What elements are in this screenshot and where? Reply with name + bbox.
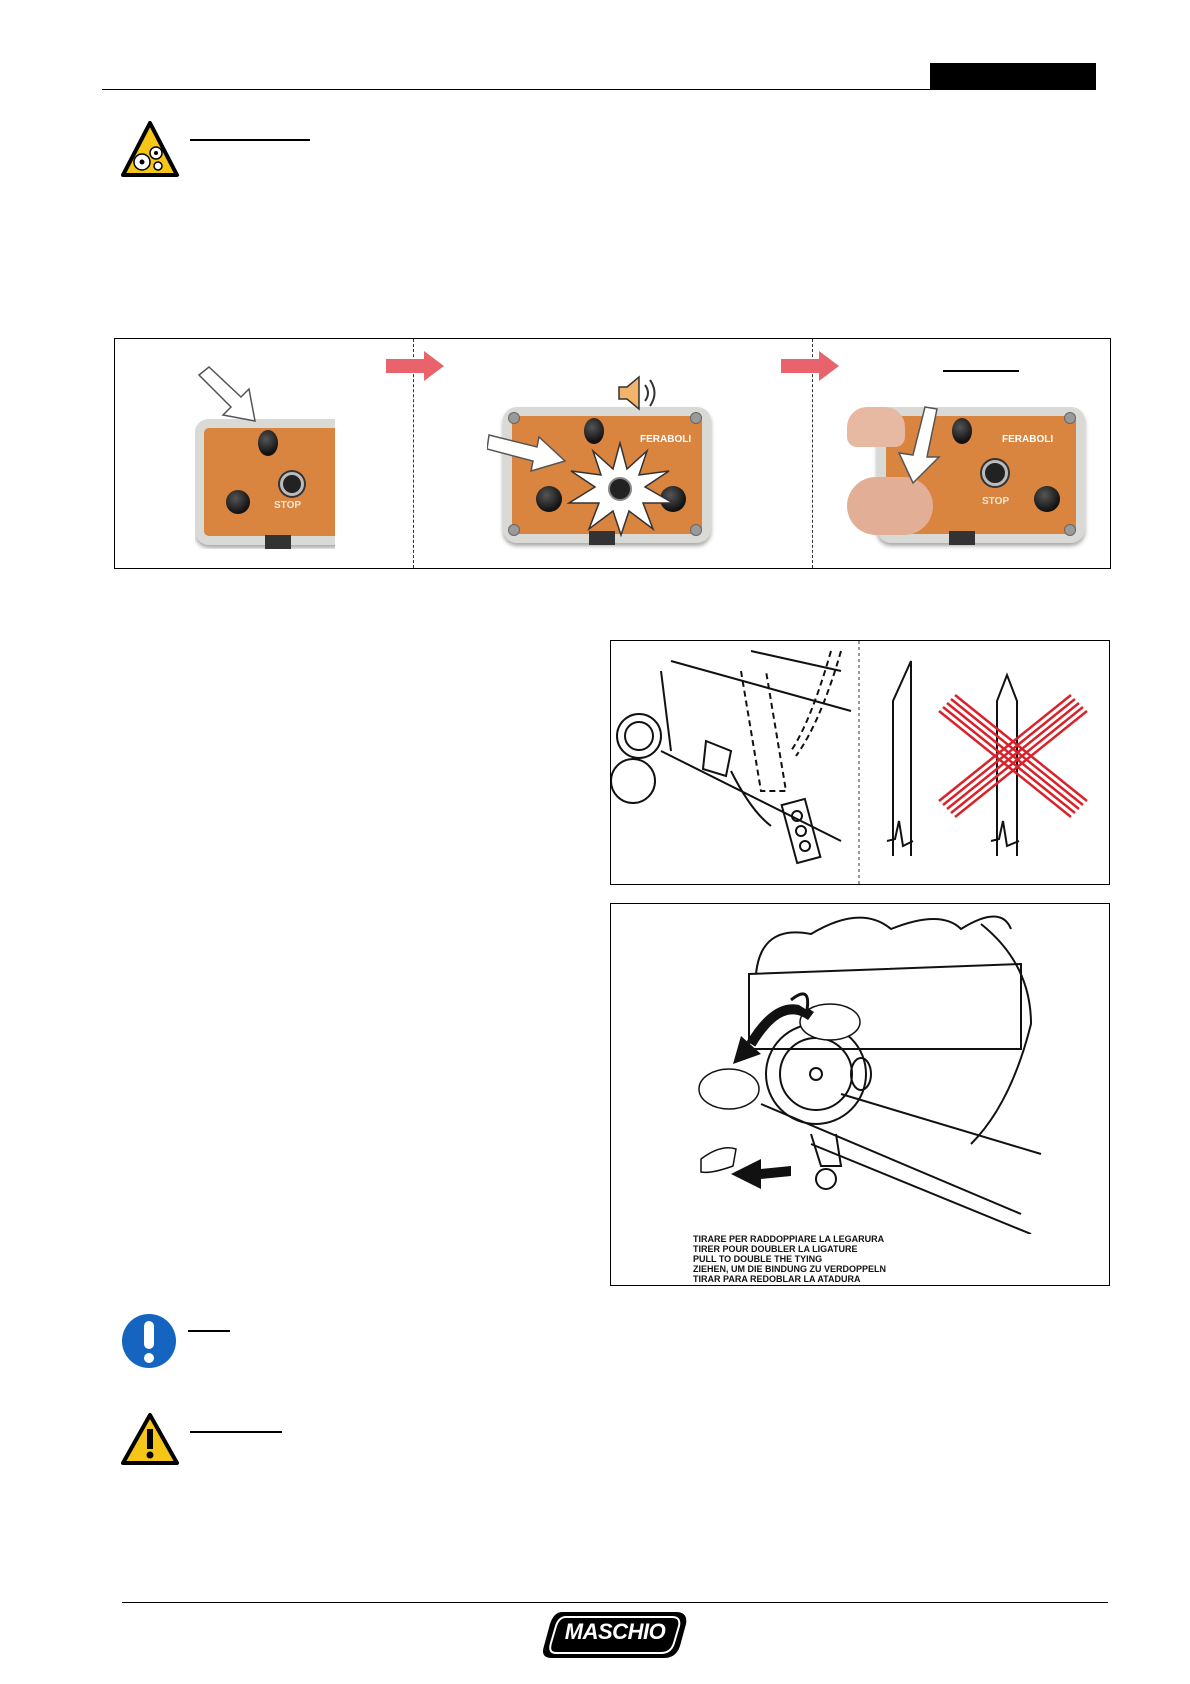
- caption-line-it: TIRARE PER RADDOPPIARE LA LEGARURA: [693, 1234, 885, 1244]
- control-box-photo-1: [195, 419, 335, 549]
- control-box-photo-3: [847, 407, 1107, 557]
- header-tab: [930, 63, 1096, 90]
- caption-line-en: PULL TO DOUBLE THE TYING: [693, 1254, 823, 1264]
- control-box-sequence-figure: [114, 338, 1111, 569]
- pointer-arrow-2: [487, 431, 567, 480]
- brand-label-2: FERABOLI: [1002, 434, 1054, 445]
- maschio-logo: [540, 1610, 690, 1660]
- exclamation-info-icon: [120, 1312, 178, 1370]
- caution-heading-underline: [190, 1431, 282, 1433]
- gear-hazard-icon: [120, 120, 180, 178]
- correct-knife-icon: [887, 661, 913, 856]
- speaker-sound-icon: [617, 373, 663, 418]
- logo-text: MASCHIO: [564, 1619, 666, 1644]
- wrong-cross-icon: [939, 695, 1087, 817]
- flow-arrow-2: [781, 351, 841, 386]
- caution-triangle-icon: [120, 1412, 180, 1466]
- caption-line-es: TIRAR PARA REDOBLAR LA ATADURA: [693, 1274, 861, 1284]
- flow-arrow-1: [386, 351, 446, 386]
- warning-heading-underline: [190, 139, 310, 141]
- alarm-burst-icon: [565, 441, 675, 542]
- footer-rule: [122, 1602, 1108, 1603]
- tying-caption: [693, 1234, 886, 1284]
- info-heading-underline: [188, 1330, 230, 1332]
- hand-icon: [701, 1148, 736, 1173]
- knife-diagram-figure: [610, 640, 1110, 885]
- caption-line-de: ZIEHEN, UM DIE BINDUNG ZU VERDOPPELN: [693, 1264, 887, 1274]
- pointer-arrow-1: [197, 365, 267, 430]
- caption-line-fr: TIRER POUR DOUBLER LA LIGATURE: [693, 1244, 858, 1254]
- stop-label: STOP: [274, 500, 302, 511]
- double-tying-figure: [610, 903, 1110, 1286]
- pointer-arrow-3: [895, 405, 945, 490]
- stop-label-2: STOP: [982, 496, 1010, 507]
- brand-label: FERABOLI: [640, 434, 692, 445]
- step3-heading-underline: [943, 370, 1019, 372]
